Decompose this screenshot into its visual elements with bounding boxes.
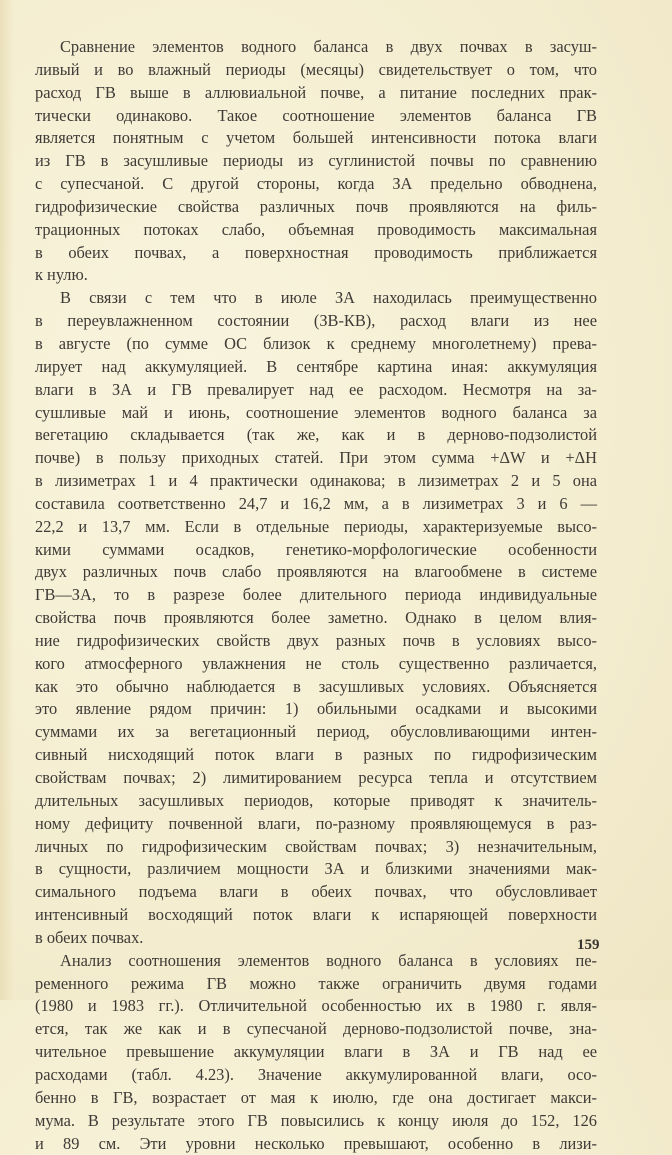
text-line: суммами их за вегетационный период, обусловливающими интен-	[35, 721, 597, 744]
text-line: в августе (по сумме ОС близок к среднему многолетнему) прева-	[35, 333, 597, 356]
text-line: в обеих почвах.	[35, 927, 597, 950]
text-line: 22,2 и 13,7 мм. Если в отдельные периоды, характеризуемые высо-	[35, 516, 597, 539]
text-line: расход ГВ выше в аллювиальной почве, а питание последних прак-	[35, 82, 597, 105]
text-line: трационных потоках слабо, объемная проводимость максимальная	[35, 219, 597, 242]
text-line: ременного режима ГВ можно также ограничить двумя годами	[35, 973, 597, 996]
text-line: ному дефициту почвенной влаги, по-разному проявляющемуся в раз-	[35, 813, 597, 836]
text-line: в обеих почвах, а поверхностная проводимость приближается	[35, 242, 597, 265]
text-line: гидрофизические свойства различных почв проявляются на филь-	[35, 196, 597, 219]
text-line: (1980 и 1983 гг.). Отличительной особенностью их в 1980 г. явля-	[35, 995, 597, 1018]
body-text	[35, 36, 597, 1155]
text-line: свойства почв проявляются более заметно. Однако в целом влия-	[35, 607, 597, 630]
text-line: симального подъема влаги в обеих почвах, что обусловливает	[35, 881, 597, 904]
text-line: чительное превышение аккумуляции влаги в ЗА и ГВ над ее	[35, 1041, 597, 1064]
text-line: интенсивный восходящий поток влаги к испаряющей поверхности	[35, 904, 597, 927]
text-line: личных по гидрофизическим свойствам почвах; 3) незначительным,	[35, 836, 597, 859]
text-line: длительных засушливых периодов, которые приводят к значитель-	[35, 790, 597, 813]
text-line: расходами (табл. 4.23). Значение аккумулированной влаги, осо-	[35, 1064, 597, 1087]
text-line: почве) в пользу приходных статей. При этом сумма +ΔW и +ΔH	[35, 447, 597, 470]
text-line: свойствам почвах; 2) лимитированием ресурса тепла и отсутствием	[35, 767, 597, 790]
text-line: как это обычно наблюдается в засушливых условиях. Объясняется	[35, 676, 597, 699]
text-line: Анализ соотношения элементов водного баланса в условиях пе-	[35, 950, 597, 973]
text-line: составила соответственно 24,7 и 16,2 мм, а в лизиметрах 3 и 6 —	[35, 493, 597, 516]
text-line: сивный нисходящий поток влаги в разных по гидрофизическим	[35, 744, 597, 767]
text-line: это явление рядом причин: 1) обильными осадками и высокими	[35, 698, 597, 721]
text-line: в лизиметрах 1 и 4 практически одинакова; в лизиметрах 2 и 5 она	[35, 470, 597, 493]
text-line: В связи с тем что в июле ЗА находилась преимущественно	[35, 287, 597, 310]
page-spine-shadow	[0, 0, 14, 1000]
text-line: ние гидрофизических свойств двух разных почв в условиях высо-	[35, 630, 597, 653]
text-line: ется, так же как и в супесчаной дерново-подзолистой почве, зна-	[35, 1018, 597, 1041]
text-line: из ГВ в засушливые периоды из суглинистой почвы по сравнению	[35, 150, 597, 173]
text-line: вегетацию складывается (так же, как и в дерново-подзолистой	[35, 424, 597, 447]
text-line: кими суммами осадков, генетико-морфологические особенности	[35, 539, 597, 562]
text-line: влаги в ЗА и ГВ превалирует над ее расходом. Несмотря на за-	[35, 379, 597, 402]
text-line: бенно в ГВ, возрастает от мая к июлю, где она достигает макси-	[35, 1087, 597, 1110]
text-line: ливый и во влажный периоды (месяцы) свидетельствует о том, что	[35, 59, 597, 82]
text-line: двух различных почв слабо проявляются на влагообмене в системе	[35, 561, 597, 584]
text-line: является понятным с учетом большей интенсивности потока влаги	[35, 127, 597, 150]
page-number: 159	[577, 937, 600, 954]
text-line: к нулю.	[35, 264, 597, 287]
text-line: лирует над аккумуляцией. В сентябре картина иная: аккумуляция	[35, 356, 597, 379]
text-line: кого атмосферного увлажнения не столь существенно различается,	[35, 653, 597, 676]
text-line: с супесчаной. С другой стороны, когда ЗА предельно обводнена,	[35, 173, 597, 196]
text-line: и 89 см. Эти уровни несколько превышают, особенно в лизи-	[35, 1133, 597, 1155]
text-line: в переувлажненном состоянии (ЗВ-КВ), расход влаги из нее	[35, 310, 597, 333]
text-line: в сущности, различием мощности ЗА и близкими значениями мак-	[35, 858, 597, 881]
text-line: тически одинаково. Такое соотношение элементов баланса ГВ	[35, 105, 597, 128]
text-line: сушливые май и июнь, соотношение элементов водного баланса за	[35, 402, 597, 425]
text-line: ГВ—ЗА, то в разрезе более длительного периода индивидуальные	[35, 584, 597, 607]
text-line: Сравнение элементов водного баланса в двух почвах в засуш-	[35, 36, 597, 59]
text-line: мума. В результате этого ГВ повысились к концу июля до 152, 126	[35, 1110, 597, 1133]
